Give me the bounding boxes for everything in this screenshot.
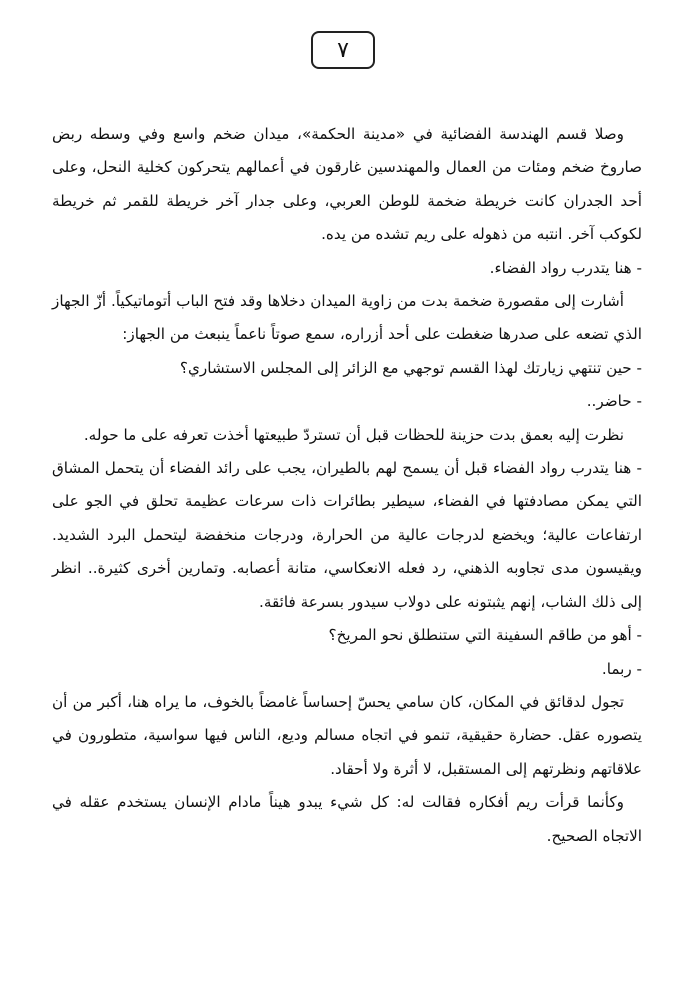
dialogue-line-2: - حين تنتهي زيارتك لهذا القسم توجهي مع الزائر إلى المجلس الاستشاري؟ [179, 358, 642, 377]
paragraph-1: وصلا قسم الهندسة الفضائية في «مدينة الحكمة»، ميدان ضخم واسع وفي وسطه ربض صاروخ ضخم ومئات من العمال والمهندسين غارقون في أعمالهم يتحركون كخلية النحل، وعلى أحد الجدران كانت خريطة ضخمة للوطن العربي، وعلى جدار آخر خريطة للقمر ثم خريطة لكوكب آخر. انتبه من ذهوله على ريم تشده من يده. [52, 125, 642, 244]
dialogue-line-4: - هنا يتدرب رواد الفضاء قبل أن يسمح لهم بالطيران، يجب على رائد الفضاء أن يتحمل المشاق التي يمكن مصادفتها في الفضاء، سيطير بطائرات ذات سرعات عظيمة تحلق في الجو على ارتفاعات عالية؛ ويخضع لدرجات عالية من الحرارة، ودرجات منخفضة ليتحمل البرد الشديد. ويقيسون مدى تجاوبه الذهني، رد فعله الانعكاسي، متانة أعصابه. وتمارين أخرى كثيرة.. انظر إلى ذلك الشاب، إنهم يثبتونه على دولاب سيدور بسرعة فائقة. [52, 459, 642, 611]
dialogue-line-3: - حاضر.. [586, 392, 642, 411]
page-number-box [311, 31, 375, 69]
paragraph-4: تجول لدقائق في المكان، كان سامي يحسّ إحساساً غامضاً بالخوف، ما يراه هنا، أكبر من أن يتصوره عقل. حضارة حقيقية، تنمو في اتجاه مسالم وديع، الناس فيها سواسية، متطورون في علاقاتهم ونظرتهم إلى المستقبل، لا أثرة ولا أحقاد. [52, 692, 642, 778]
page-body [52, 118, 642, 853]
paragraph-2: أشارت إلى مقصورة ضخمة بدت من زاوية الميدان دخلاها وقد فتح الباب أتوماتيكياً. أزّ الجهاز الذي تضعه على صدرها ضغطت على أحد أزراره، سمع صوتاً ناعماً ينبعث من الجهاز: [52, 292, 642, 344]
dialogue-line-1: - هنا يتدرب رواد الفضاء. [489, 258, 642, 277]
dialogue-line-6: - ربما. [601, 659, 642, 678]
page-number: ٧ [337, 37, 349, 63]
dialogue-line-5: - أهو من طاقم السفينة التي ستنطلق نحو المريخ؟ [328, 626, 642, 645]
paragraph-3: نظرت إليه بعمق بدت حزينة للحظات قبل أن تستردّ طبيعتها أخذت تعرفه على ما حوله. [83, 425, 624, 444]
paragraph-5: وكأنما قرأت ريم أفكاره فقالت له: كل شيء يبدو هيناً مادام الإنسان يستخدم عقله في الاتجاه الصحيح. [52, 793, 642, 845]
